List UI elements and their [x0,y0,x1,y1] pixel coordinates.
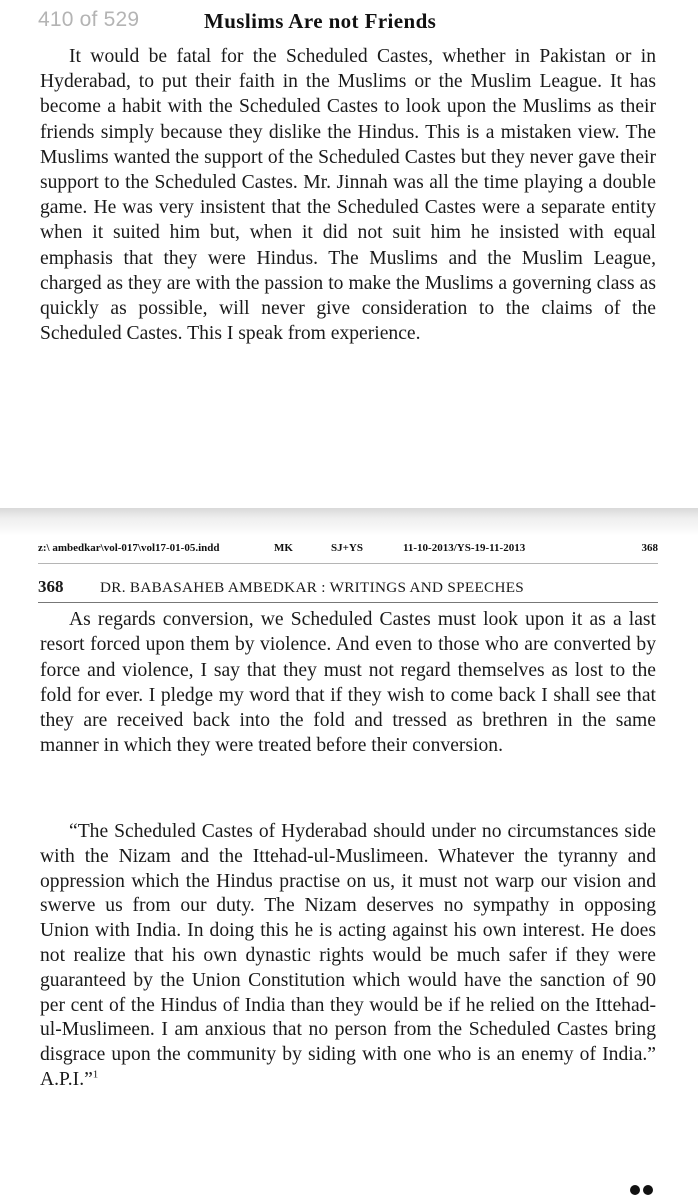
slug-editors: SJ+YS [331,542,363,554]
section-heading: Muslims Are not Friends [204,9,437,33]
slug-dates: 11-10-2013/YS-19-11-2013 [403,542,526,554]
running-head-page-number: 368 [38,577,64,596]
print-slug [38,542,658,558]
running-head-title: DR. BABASAHEB AMBEDKAR : WRITINGS AND SPEECHES [100,579,525,596]
slug-divider [38,563,658,564]
page-indicator: 410 of 529 [38,8,140,31]
slug-initials: MK [274,542,293,554]
quoted-paragraph-text: “The Scheduled Castes of Hyderabad should under no circumstances side with the Nizam and the Ittehad-ul-Muslimeen. Whatever the tyranny and oppression which the Hindus practise on us, it must not warp our vision and swerve us from our duty. The Nizam deserves no sympathy in opposing Union with India. In doing this he is acting against his own interest. He does not realize that his own dynastic rights would be much safer if they were guaranteed by the Union Constitution which would have the sanction of 90 per cent of the Hindus of India than they would be if he relied on the Ittehad-ul-Muslimeen. I am anxious that no person from the Scheduled Castes bring disgrace upon the community by siding with one who is an enemy of India.” A.P.I.” [40,821,656,1090]
slug-file-path: z:\ ambedkar\vol-017\vol17-01-05.indd [38,542,220,554]
body-paragraph: As regards conversion, we Scheduled Castes must look upon it as a last resort forced upon them by violence. And even to those who are converted by force and violence, I say that they must not regard themselves as lost to the fold for ever. I pledge my word that if they wish to come back I shall see that they are received back into the fold and tressed as brethren in the same manner in which they were treated before their conversion. [40,609,656,757]
running-head [38,577,658,601]
running-head-divider [38,602,658,603]
more-dots-icon[interactable] [630,1185,654,1195]
page-break [0,508,698,536]
quoted-paragraph [40,820,656,1093]
body-paragraph: It would be fatal for the Scheduled Castes, whether in Pakistan or in Hyderabad, to put their faith in the Muslims or the Muslim League. It has become a habit with the Scheduled Castes to look upon the Muslims as their friends simply because they dislike the Hindus. This is a mistaken view. The Muslims wanted the support of the Scheduled Castes but they never gave their support to the Scheduled Castes. Mr. Jinnah was all the time playing a double game. He was very insistent that the Scheduled Castes were a separate entity when it suited him but, when it did not suit him he insisted with equal emphasis that they were Hindus. The Muslims and the Muslim League, charged as they are with the passion to make the Muslims a governing class as quickly as possible, will never give consideration to the claims of the Scheduled Castes. This I speak from experience. [40,46,656,345]
footnote-marker: 1 [92,1068,99,1081]
slug-page-number: 368 [641,542,658,554]
